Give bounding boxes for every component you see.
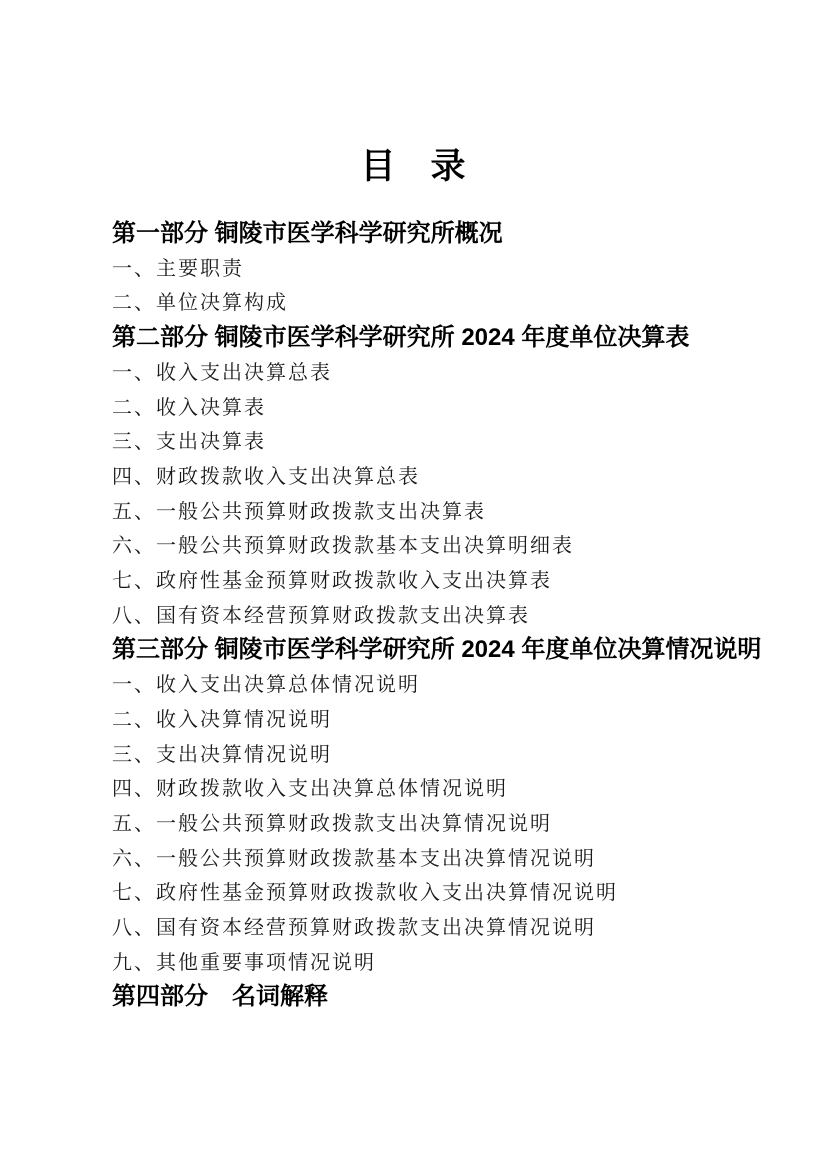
toc-item: 一、收入支出决算总表: [112, 361, 332, 384]
toc-item: 一、收入支出决算总体情况说明: [112, 674, 420, 697]
toc-item: 八、国有资本经营预算财政拨款支出决算情况说明: [112, 917, 596, 940]
toc-item: 六、一般公共预算财政拨款基本支出决算情况说明: [112, 847, 596, 870]
page-title: 目 录: [360, 147, 466, 186]
toc-item: 一、主要职责: [112, 257, 244, 280]
toc-item: 三、支出决算表: [112, 431, 266, 454]
toc-section-heading: 第一部分 铜陵市医学科学研究所概况: [112, 220, 503, 247]
toc-item: 二、收入决算情况说明: [112, 708, 332, 731]
toc-item: 六、一般公共预算财政拨款基本支出决算明细表: [112, 535, 574, 558]
toc: [0, 189, 826, 1015]
toc-section-heading: 第二部分 铜陵市医学科学研究所 2024 年度单位决算表: [112, 324, 690, 352]
toc-item: 八、国有资本经营预算财政拨款支出决算表: [112, 604, 530, 627]
toc-item: 二、单位决算构成: [112, 292, 288, 315]
toc-item: 七、政府性基金预算财政拨款收入支出决算表: [112, 570, 552, 593]
toc-item: 四、财政拨款收入支出决算总表: [112, 465, 420, 488]
toc-item: 三、支出决算情况说明: [112, 743, 332, 766]
toc-item: 四、财政拨款收入支出决算总体情况说明: [112, 778, 508, 801]
toc-item: 二、收入决算表: [112, 396, 266, 419]
toc-item: 九、其他重要事项情况说明: [112, 951, 376, 974]
toc-section-heading: 第四部分 名词解释: [112, 983, 328, 1011]
toc-item: 七、政府性基金预算财政拨款收入支出决算情况说明: [112, 882, 618, 905]
toc-item: 五、一般公共预算财政拨款支出决算情况说明: [112, 812, 552, 835]
toc-item: 五、一般公共预算财政拨款支出决算表: [112, 500, 486, 523]
toc-section-heading: 第三部分 铜陵市医学科学研究所 2024 年度单位决算情况说明: [112, 636, 762, 664]
